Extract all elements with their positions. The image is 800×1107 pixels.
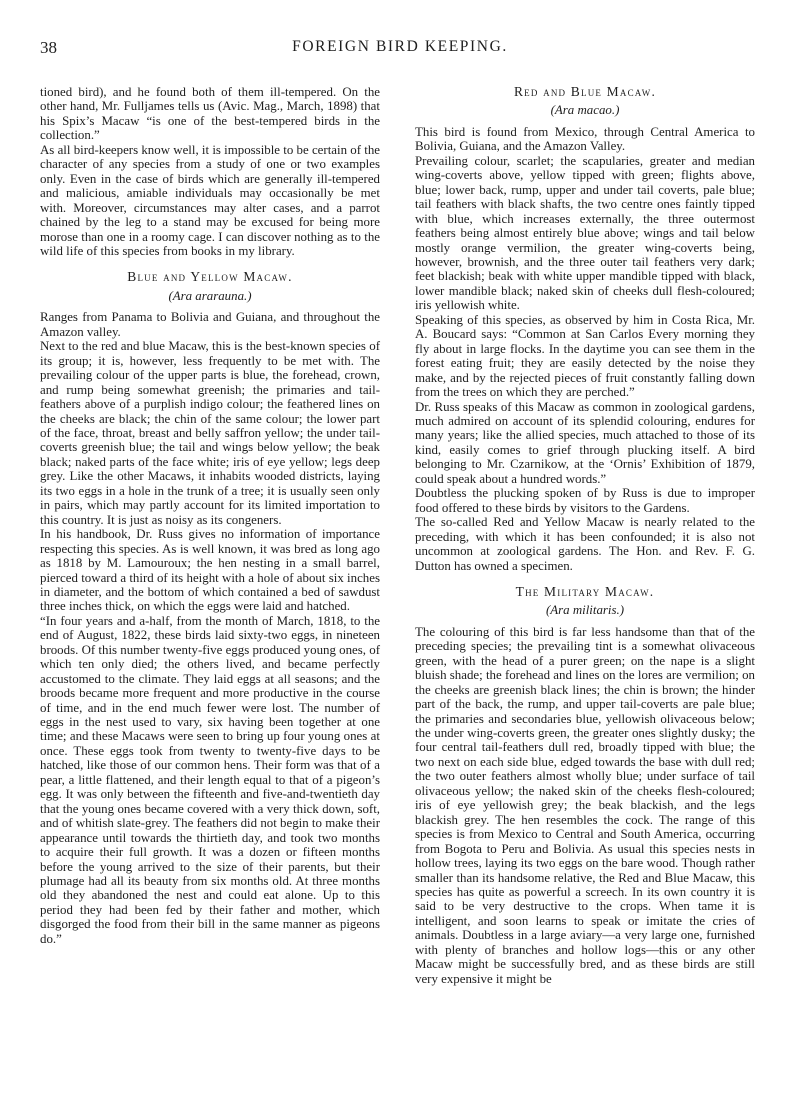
paragraph: This bird is found from Mexico, through Central America to Bolivia, Guiana, and the Amazon Valley. — [415, 124, 755, 154]
section-title-blue-and-yellow-macaw: Blue and Yellow Macaw. — [127, 269, 293, 285]
paragraph: Ranges from Panama to Bolivia and Guiana, and throughout the Amazon valley. — [40, 310, 380, 339]
latin-name: (Ara ararauna.) — [168, 288, 252, 303]
running-head: FOREIGN BIRD KEEPING. — [292, 38, 508, 55]
paragraph: Prevailing colour, scarlet; the scapularies, greater and median wing-coverts above, yellow tipped with green; flights above, blue; lower back, rump, upper and under tail coverts, pale blue; tail feathers with black shafts, the two centre ones faintly tipped with blue, which increases externally, the three outermost feathers being almost entirely blue above; wings and tail below mostly orange vermilion, the greater wing-coverts being, however, brownish, and the three outer tail feathers very dark; feet blackish; beak with white upper mandible tipped with black, lower mandible black; naked skin of cheeks dull flesh-coloured; iris yellowish white. — [415, 153, 755, 313]
latin-name: (Ara macao.) — [550, 103, 620, 118]
paragraph: tioned bird), and he found both of them ill-tempered. On the other hand, Mr. Fulljames tells us (Avic. Mag., March, 1898) that his Spix’s Macaw “is one of the best-tempered birds in the collection.” — [40, 85, 380, 143]
paragraph: The colouring of this bird is far less handsome than that of the preceding species; the prevailing tint is a somewhat olivaceous green, with the head of a purer green; on the nape is a slight bluish shade; the forehead and lines on the lores are vermilion; on the cheeks are greenish black lines; the chin is brown; the hinder part of the back, the rump, and upper tail-coverts are pale blue; the primaries and secondaries blue, yellowish olivaceous below; the under wing-coverts green, the greater ones slightly dusky; the four central tail-feathers dull red, broadly tipped with blue; the two next on each side blue, edged towards the base with dull red; the two outer feathers almost wholly blue; under surface of tail olivaceous yellow; the naked skin of the cheeks flesh-coloured; iris of eye yellowish grey; the beak blackish, and the legs blackish grey. The hen resembles the cock. The range of this species is from Mexico to Central and South America, occurring from Bogota to Peru and Bolivia. As usual this species nests in hollow trees, laying its two eggs on the bare wood. Though rather smaller than its handsome relative, the Red and Blue Macaw, this species has quite as powerful a screech. In its own country it is said to be very destructive to the crops. When tame it is intelligent, and soon learns to speak or imitate the cries of animals. Doubtless in a large aviary—a very large one, furnished with plenty of branches and hollow logs—this or any other Macaw might be successfully bred, and as these birds are still very expensive it might be — [415, 624, 755, 986]
page-number: 38 — [40, 38, 57, 57]
paragraph: Dr. Russ speaks of this Macaw as common in zoological gardens, much admired on account of its splendid colouring, endures for many years; like the allied species, much attached to those of its kind, easily comes to grief through plucking itself. A bird belonging to Mr. Czarnikow, at the ‘Ornis’ Exhibition of 1879, could speak about a hundred words.” — [415, 399, 755, 486]
latin-name: (Ara militaris.) — [545, 603, 625, 618]
paragraph: Doubtless the plucking spoken of by Russ is due to improper food offered to these birds by visitors to the Gardens. — [415, 486, 755, 515]
paragraph: “In four years and a-half, from the month of March, 1818, to the end of August, 1822, these birds laid sixty-two eggs, in nineteen broods. Of this number twenty-five eggs produced young ones, of which ten only died; the others lived, and became perfectly accustomed to the climate. They laid eggs at all seasons; and the broods became more frequent and more productive in the course of time, and in the end much fewer were lost. The number of eggs in the nest used to vary, six having been together at one time; and these Macaws were seen to bring up four young ones at once. These eggs took from twenty to twenty-five days to be hatched, like those of our common hens. Their form was that of a pear, a little flattened, and their length equal to that of a pigeon’s egg. It was only between the fifteenth and five-and-twentieth day that the young ones became covered with a very thick down, soft, and of whitish slate-grey. The feathers did not begin to make their appearance until towards the thirtieth day, and took two months to acquire their full growth. It was a dozen or fifteen months before the young arrived to the size of their parents, but their plumage had all its beauty from six months old. At three months old they abandoned the nest and could eat alone. Up to this period they had been fed by their father and mother, which disgorged the food from their bill in the same manner as pigeons do.” — [40, 613, 380, 946]
left-column — [40, 85, 380, 946]
paragraph: As all bird-keepers know well, it is impossible to be certain of the character of any species from a study of one or two examples only. Even in the case of birds which are generally ill-tempered and malicious, amiable individuals may occasionally be met with. Moreover, circumstances may alter cases, and a parrot chained by the leg to a stand may be excused for being more morose than one in a roomy cage. I can discover nothing as to the wild life of this species from books in my library. — [40, 142, 380, 258]
paragraph: Speaking of this species, as observed by him in Costa Rica, Mr. A. Boucard says: “Common at San Carlos Every morning they fly about in large flocks. In the daytime you can see them in the forest eating fruit; they are easily detected by the noise they make, and by the rejected pieces of fruit constantly falling down from the trees on which they are perched.” — [415, 312, 755, 400]
paragraph: In his handbook, Dr. Russ gives no information of importance respecting this species. As is well known, it was bred as long ago as 1818 by M. Lamouroux; the hen nesting in a small barrel, pierced toward a third of its height with a hole of about six inches in diameter, and the bottom of which contained a bed of sawdust three inches thick, on which the eggs were laid and hatched. — [40, 527, 380, 614]
section-title-red-and-blue-macaw: Red and Blue Macaw. — [513, 84, 657, 99]
right-column — [415, 85, 755, 986]
page-header — [40, 38, 760, 62]
paragraph: Next to the red and blue Macaw, this is the best-known species of its group; it is, however, less frequently to be met with. The prevailing colour of the upper parts is blue, the forehead, crown, and rump being somewhat greenish; the primaries and tail-feathers above of a purplish indigo colour; the feathered lines on the cheeks are black; the chin of the same colour; the lower part of the face, throat, breast and belly saffron yellow; the under tail-coverts greenish blue; the tail and wings below yellow; the beak black; naked parts of the face white; iris of eye yellow; legs deep grey. Like the other Macaws, it inhabits wooded districts, laying its two eggs in a hole in the trunk of a tree; it is usually seen only in pairs, which may partly account for its limited importation to this country. It is just as noisy as its congeners. — [40, 339, 380, 527]
paragraph: The so-called Red and Yellow Macaw is nearly related to the preceding, with which it has been confounded; it is also not uncommon at zoological gardens. The Hon. and Rev. F. G. Dutton has owned a specimen. — [415, 515, 755, 573]
section-title-military-macaw: The Military Macaw. — [515, 583, 655, 599]
